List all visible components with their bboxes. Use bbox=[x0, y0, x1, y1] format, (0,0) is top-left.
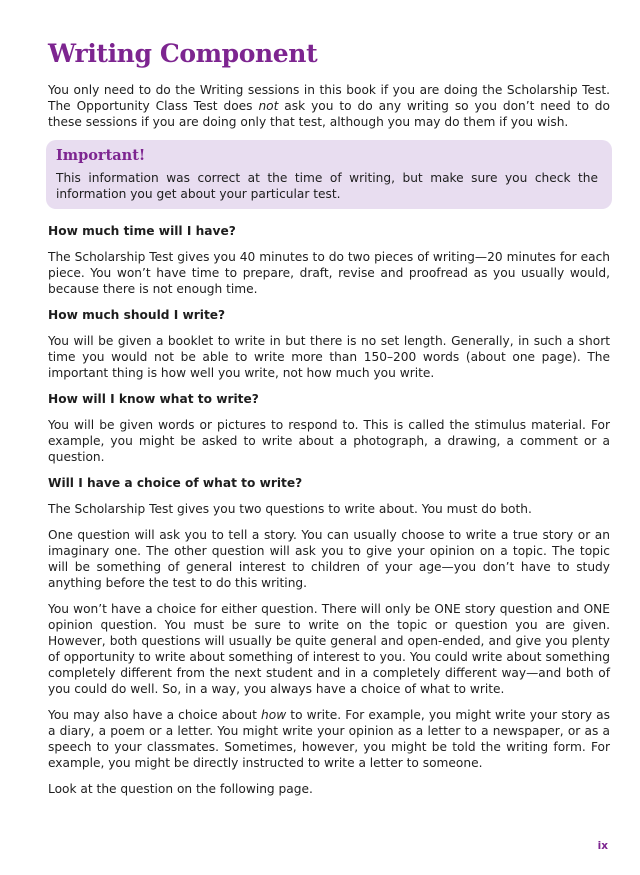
important-heading: Important! bbox=[56, 147, 146, 164]
answer-paragraph: One question will ask you to tell a story. You can usually choose to write a true story or an imaginary one. The other question will ask you to give your opinion on a topic. The topic will be something of general interest to children of your age—you don’t have to study anything before the test to do this writing. bbox=[48, 528, 610, 590]
emphasis-how: how bbox=[261, 708, 287, 722]
question-heading: How much time will I have? bbox=[48, 224, 236, 238]
question-heading: How will I know what to write? bbox=[48, 392, 259, 406]
important-text: This information was correct at the time of writing, but make sure you check the information you get about your particular test. bbox=[56, 171, 598, 201]
question-heading: Will I have a choice of what to write? bbox=[48, 476, 303, 490]
answer-paragraph: The Scholarship Test gives you two questions to write about. You must do both. bbox=[48, 502, 532, 516]
answer-paragraph: You will be given words or pictures to respond to. This is called the stimulus material. For example, you might be asked to write about a photograph, a drawing, a comment or a question. bbox=[48, 418, 610, 464]
page-title: Writing Component bbox=[48, 39, 318, 68]
answer-paragraph: The Scholarship Test gives you 40 minutes to do two pieces of writing—20 minutes for each piece. You won’t have time to prepare, draft, revise and proofread as you usually would, because there is not enough time. bbox=[48, 250, 610, 296]
answer-paragraph: You will be given a booklet to write in but there is no set length. Generally, in such a short time you would not be able to write more than 150–200 words (about one page). The important thing is how well you write, not how much you write. bbox=[48, 334, 610, 380]
page-number: ix bbox=[597, 840, 608, 852]
emphasis-not: not bbox=[258, 99, 279, 113]
question-heading: How much should I write? bbox=[48, 308, 226, 322]
important-callout bbox=[46, 140, 612, 209]
answer-paragraph: You won’t have a choice for either question. There will only be ONE story question and ONE opinion question. You must be sure to write on the topic or question you are given. However, both questions will usually be quite general and open-ended, and give you plenty of opportunity to write about something of interest to you. You could write about something completely different from the next student and in a completely different way—and both of you could do well. So, in a way, you always have a choice of what to write. bbox=[48, 602, 610, 696]
page-content bbox=[48, 38, 610, 807]
closing-paragraph: Look at the question on the following page. bbox=[48, 782, 313, 796]
intro-paragraph: You only need to do the Writing sessions in this book if you are doing the Scholarship Test. The Opportunity Class Test does not ask you to do any writing so you don’t need to do these sessions if you are doing only that test, although you may do them if you wish. bbox=[48, 83, 610, 129]
howto-paragraph: You may also have a choice about how to write. For example, you might write your story as a diary, a poem or a letter. You might write your opinion as a letter to a newspaper, or as a speech to your classmates. Sometimes, however, you might be told the writing form. For example, you might be directly instructed to write a letter to someone. bbox=[48, 708, 610, 770]
